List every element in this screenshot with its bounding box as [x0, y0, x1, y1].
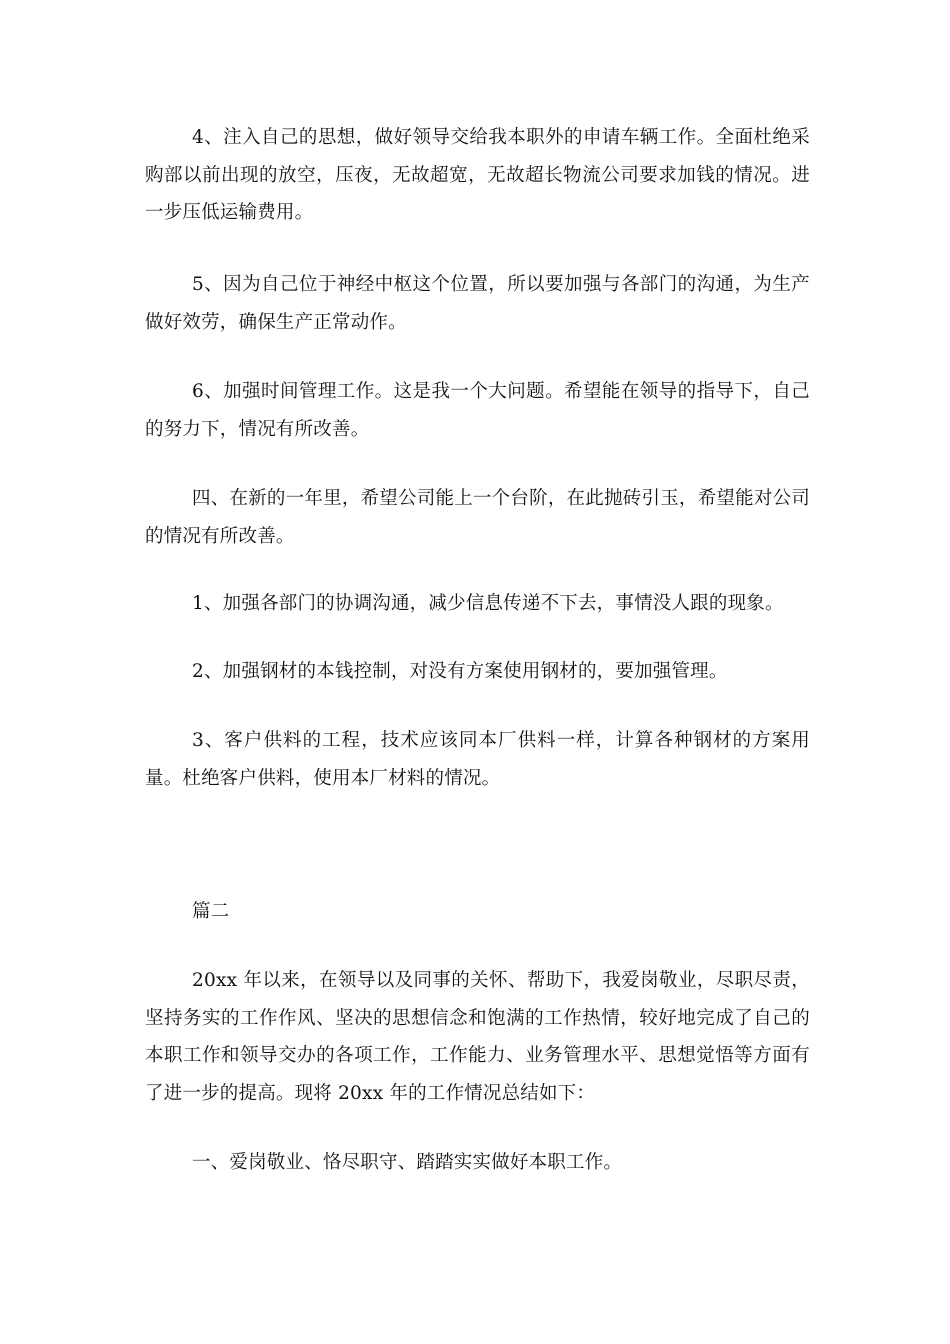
paragraph-section-4: 四、在新的一年里，希望公司能上一个台阶，在此抛砖引玉，希望能对公司的情况有所改善。	[145, 488, 810, 547]
paragraph-item-4: 4、注入自己的思想，做好领导交给我本职外的申请车辆工作。全面杜绝采购部以前出现的放空，压夜，无故超宽，无故超长物流公司要求加钱的情况。进一步压低运输费用。	[145, 127, 810, 223]
paragraph-item-6: 6、加强时间管理工作。这是我一个大问题。希望能在领导的指导下，自己的努力下，情况有所改善。	[145, 381, 810, 440]
paragraph-section-1: 一、爱岗敬业、恪尽职守、踏踏实实做好本职工作。	[192, 1152, 623, 1173]
paragraph-suggestion-1: 1、加强各部门的协调沟通，减少信息传递不下去，事情没人跟的现象。	[192, 593, 784, 614]
paragraph-item-5: 5、因为自己位于神经中枢这个位置，所以要加强与各部门的沟通，为生产做好效劳，确保生产正常动作。	[145, 274, 810, 333]
section-heading: 篇二	[192, 901, 230, 922]
paragraph-intro: 20xx 年以来，在领导以及同事的关怀、帮助下，我爱岗敬业，尽职尽责，坚持务实的工作作风、坚决的思想信念和饱满的工作热情，较好地完成了自己的本职工作和领导交办的各项工作，工作能力、业务管理水平、思想觉悟等方面有了进一步的提高。现将 20xx 年的工作情况总结如下：	[145, 970, 810, 1104]
paragraph-suggestion-2: 2、加强钢材的本钱控制，对没有方案使用钢材的，要加强管理。	[192, 661, 728, 682]
paragraph-suggestion-3: 3、客户供料的工程，技术应该同本厂供料一样，计算各种钢材的方案用量。杜绝客户供料，使用本厂材料的情况。	[145, 730, 810, 789]
